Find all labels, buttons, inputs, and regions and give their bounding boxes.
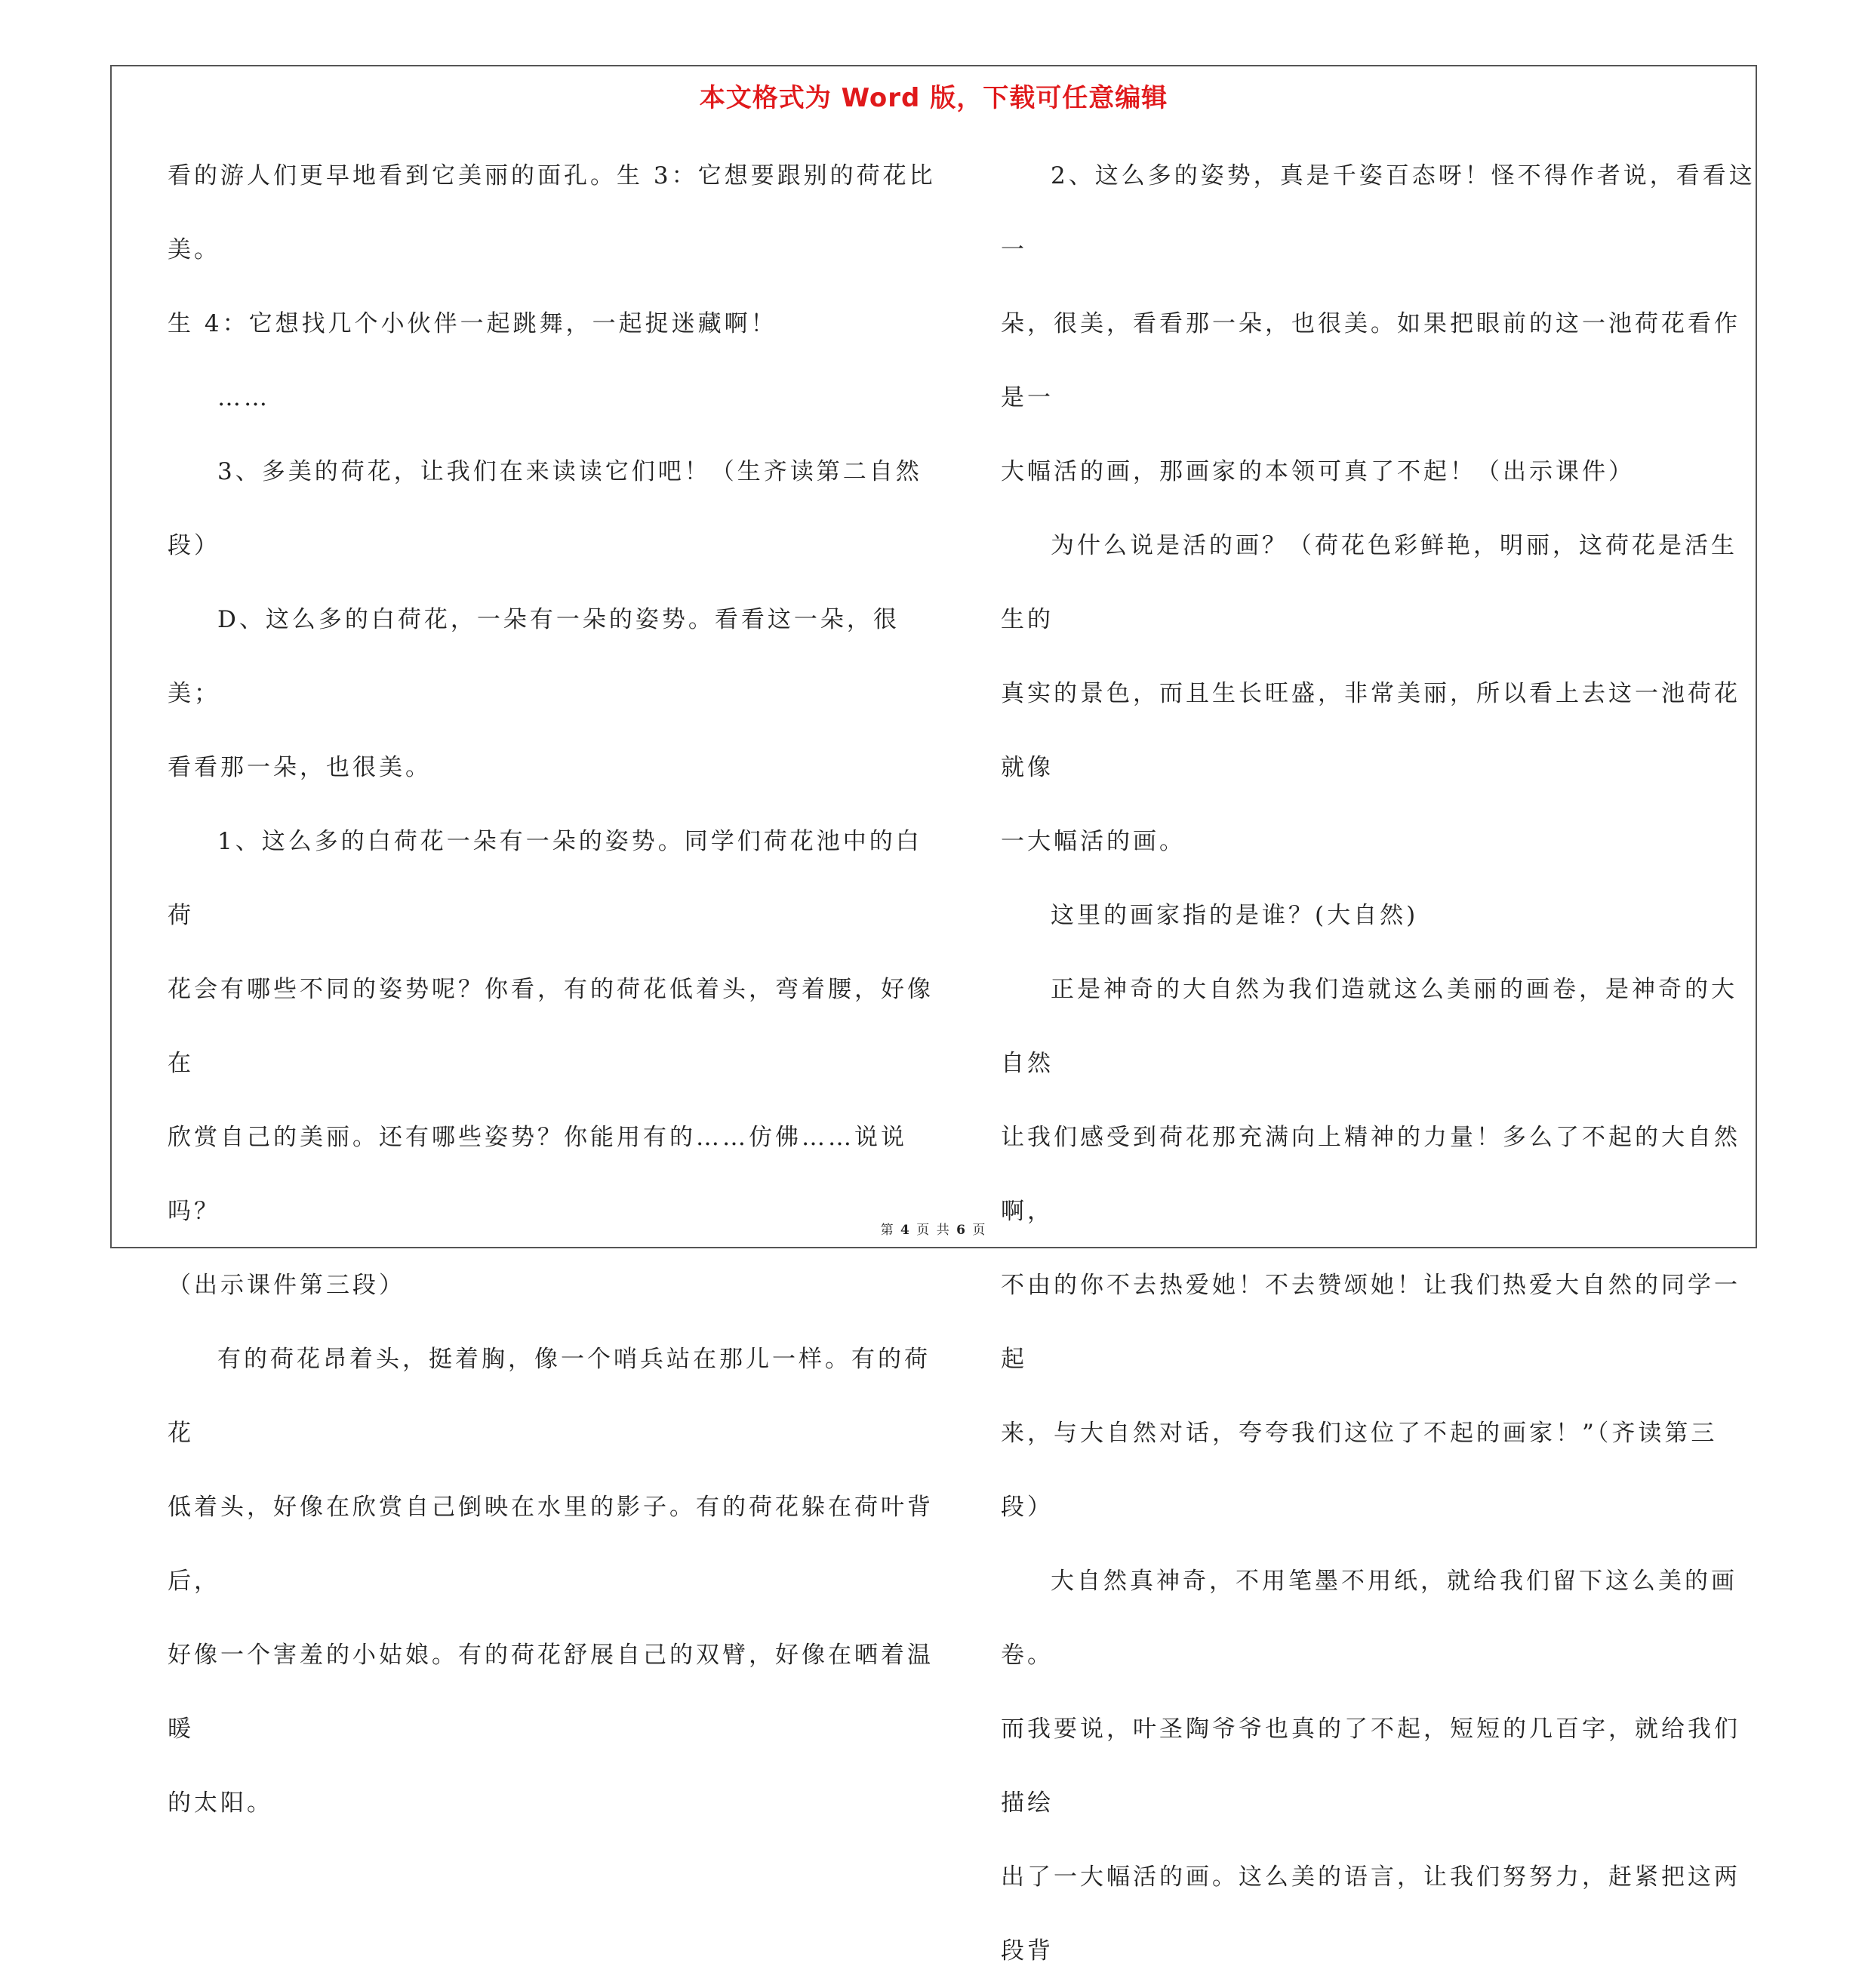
paragraph-line: 低着头，好像在欣赏自己倒映在水里的影子。有的荷花躲在荷叶背后， bbox=[168, 1494, 934, 1595]
page-frame bbox=[110, 65, 1757, 1965]
paragraph-line: 大幅活的画，那画家的本领可真了不起！（出示课件） bbox=[1001, 458, 1635, 485]
paragraph-line: 来，与大自然对话，夸夸我们这位了不起的画家！”（齐读第三段） bbox=[1001, 1420, 1718, 1521]
paragraph-line: 看的游人们更早地看到它美丽的面孔。生 3：它想要跟别的荷花比美。 bbox=[168, 162, 936, 263]
paragraph-line: 为什么说是活的画？（荷花色彩鲜艳，明丽，这荷花是活生生的 bbox=[1001, 532, 1737, 633]
paragraph-line: 3、多美的荷花，让我们在来读读它们吧！（生齐读第二自然段） bbox=[168, 458, 922, 559]
paragraph-line: 好像一个害羞的小姑娘。有的荷花舒展自己的双臂，好像在晒着温暖 bbox=[168, 1642, 934, 1743]
paragraph-line: 生 4：它想找几个小伙伴一起跳舞，一起捉迷藏啊！ bbox=[168, 310, 777, 337]
paragraph-line: 1、这么多的白荷花一朵有一朵的姿势。同学们荷花池中的白荷 bbox=[168, 828, 922, 929]
paragraph-line: 这里的画家指的是谁？(大自然) bbox=[1051, 902, 1419, 929]
paragraph-line: 朵，很美，看看那一朵，也很美。如果把眼前的这一池荷花看作是一 bbox=[1001, 310, 1740, 411]
page-footer-prefix: 第 bbox=[880, 1223, 895, 1238]
paragraph-line: …… bbox=[217, 384, 270, 411]
paragraph-line: D、这么多的白荷花，一朵有一朵的姿势。看看这一朵，很美； bbox=[168, 606, 900, 707]
current-page-number: 4 bbox=[900, 1223, 911, 1238]
paragraph-line: 不由的你不去热爱她！不去赞颂她！让我们热爱大自然的同学一起 bbox=[1001, 1272, 1740, 1373]
total-page-count: 6 bbox=[956, 1223, 967, 1238]
paragraph-line: 让我们感受到荷花那充满向上精神的力量！多么了不起的大自然啊， bbox=[1001, 1124, 1740, 1225]
paragraph-line: 的太阳。 bbox=[168, 1790, 273, 1817]
paragraph-line: 出了一大幅活的画。这么美的语言，让我们努努力，赶紧把这两段背 bbox=[1001, 1863, 1740, 1965]
page-footer-middle: 页 共 bbox=[916, 1223, 951, 1238]
right-text-column bbox=[1001, 139, 1756, 1988]
paragraph-line: 正是神奇的大自然为我们造就这么美丽的画卷，是神奇的大自然 bbox=[1001, 976, 1737, 1077]
page-footer bbox=[112, 1219, 1756, 1238]
page-footer-suffix: 页 bbox=[972, 1223, 987, 1238]
paragraph-line: 看看那一朵，也很美。 bbox=[168, 754, 432, 781]
paragraph-line: 一大幅活的画。 bbox=[1001, 828, 1186, 855]
paragraph-line: 花会有哪些不同的姿势呢？你看，有的荷花低着头，弯着腰，好像在 bbox=[168, 976, 934, 1077]
paragraph-line: 欣赏自己的美丽。还有哪些姿势？你能用有的……仿佛……说说吗？ bbox=[168, 1124, 907, 1225]
paragraph-line: 2、这么多的姿势，真是千姿百态呀！怪不得作者说，看看这一 bbox=[1001, 162, 1756, 263]
paragraph-line: 真实的景色，而且生长旺盛，非常美丽，所以看上去这一池荷花就像 bbox=[1001, 680, 1740, 781]
document-header-banner: 本文格式为 Word 版，下载可任意编辑 bbox=[699, 83, 1168, 113]
paragraph-line: 有的荷花昂着头，挺着胸，像一个哨兵站在那儿一样。有的荷花 bbox=[168, 1346, 931, 1447]
paragraph-line: （出示课件第三段） bbox=[168, 1272, 405, 1299]
paragraph-line: 大自然真神奇，不用笔墨不用纸，就给我们留下这么美的画卷。 bbox=[1001, 1568, 1737, 1669]
paragraph-line: 而我要说，叶圣陶爷爷也真的了不起，短短的几百字，就给我们描绘 bbox=[1001, 1716, 1740, 1817]
left-text-column bbox=[168, 139, 937, 1840]
